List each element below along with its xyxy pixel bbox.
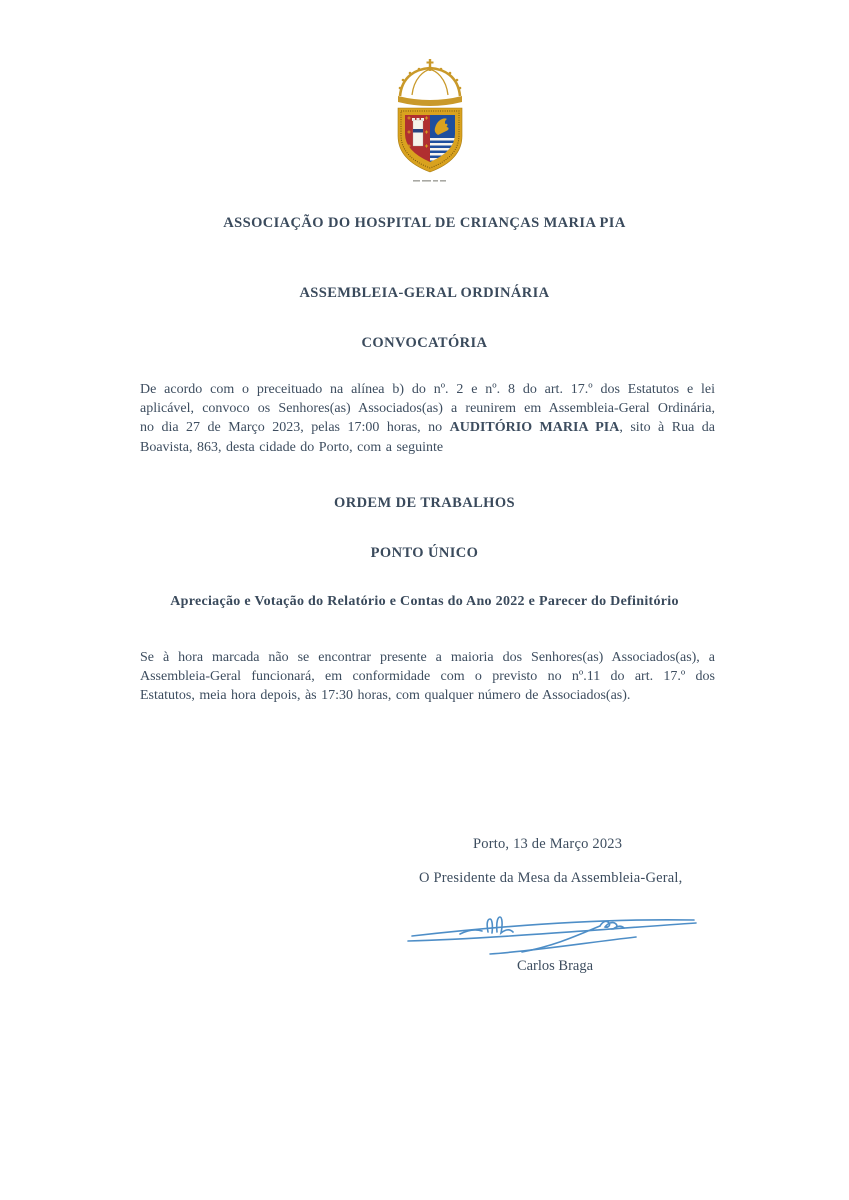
body-paragraph-1: [140, 380, 715, 457]
venue-name: AUDITÓRIO MARIA PIA: [449, 420, 620, 436]
paragraph-line: aplicável, convoco os Senhores(as) Associados(as) a reunirem em Assembleia-Geral Ordinária,: [140, 401, 715, 417]
association-crest: [388, 56, 472, 192]
place-date-line: Porto, 13 de Março 2023: [473, 836, 623, 852]
paragraph-line: [140, 418, 715, 437]
paragraph-line: Assembleia-Geral funcionará, em conformidade com o previsto no nº.11 do art. 17.º dos: [140, 669, 715, 685]
paragraph-line: Se à hora marcada não se encontrar presente a maioria dos Senhores(as) Associados(as), a: [140, 650, 715, 665]
signatory-name: Carlos Braga: [516, 958, 594, 974]
notice-type-heading: CONVOCATÓRIA: [361, 335, 488, 351]
paragraph-line: Boavista, 863, desta cidade do Porto, com a seguinte: [140, 439, 444, 455]
association-name-heading: ASSOCIAÇÃO DO HOSPITAL DE CRIANÇAS MARIA PIA: [223, 215, 626, 231]
paragraph-text: no dia 27 de Março 2023, pelas 17:00 horas, no: [140, 420, 450, 436]
shield-icon: [398, 108, 462, 172]
signatory-role-line: O Presidente da Mesa da Assembleia-Geral,: [419, 870, 683, 886]
signature: [404, 896, 700, 958]
agenda-point-heading: PONTO ÚNICO: [370, 545, 479, 561]
agenda-heading: ORDEM DE TRABALHOS: [334, 495, 515, 511]
meeting-type-heading: ASSEMBLEIA-GERAL ORDINÁRIA: [299, 285, 550, 301]
body-paragraph-2: [140, 648, 715, 706]
crest-caption-microtext: [413, 180, 446, 182]
crown-icon: [398, 59, 462, 106]
paragraph-line: De acordo com o preceituado na alínea b) do nº. 2 e nº. 8 do art. 17.º dos Estatutos e lei: [140, 382, 715, 397]
agenda-item: Apreciação e Votação do Relatório e Contas do Ano 2022 e Parecer do Definitório: [170, 594, 679, 609]
paragraph-line: Estatutos, meia hora depois, às 17:30 horas, com qualquer número de Associados(as).: [140, 688, 631, 704]
tower-icon: [412, 118, 424, 146]
paragraph-text: , sito à Rua da: [619, 420, 715, 436]
